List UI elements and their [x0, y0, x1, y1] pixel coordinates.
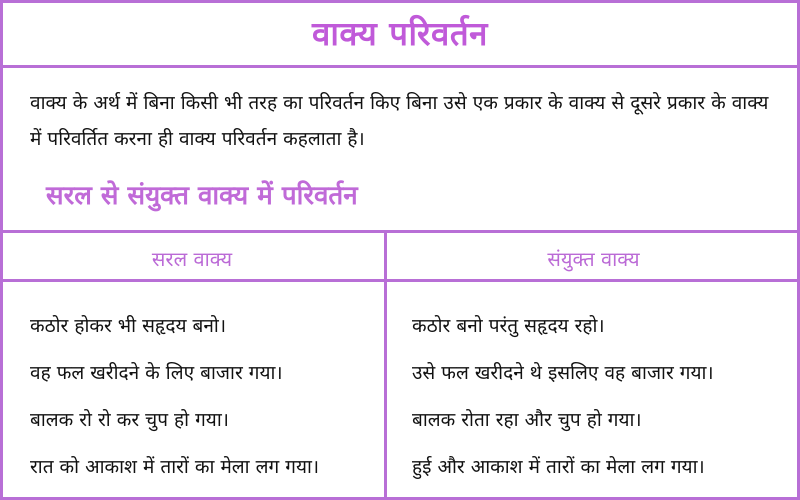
- table-top-divider: [0, 230, 800, 233]
- title-bar: [0, 0, 800, 68]
- page-title: वाक्य परिवर्तन: [312, 14, 488, 53]
- simple-sentence-row: बालक रो रो कर चुप हो गया।: [30, 409, 229, 431]
- compound-sentence-row: हुई और आकाश में तारों का मेला लग गया।: [412, 456, 705, 478]
- simple-sentence-row: वह फल खरीदने के लिए बाजार गया।: [30, 362, 283, 384]
- compound-sentence-row: कठोर बनो परंतु सहृदय रहो।: [412, 315, 605, 337]
- column-header-compound: संयुक्त वाक्य: [547, 246, 640, 271]
- simple-sentence-row: कठोर होकर भी सहृदय बनो।: [30, 315, 227, 337]
- definition-text: वाक्य के अर्थ में बिना किसी भी तरह का परिवर्तन किए बिना उसे एक प्रकार के वाक्य से दूसरे प्रकार के वाक्य में परिवर्तित करना ही वाक्य परिवर्तन कहलाता है।: [30, 92, 769, 150]
- compound-sentence-row: बालक रोता रहा और चुप हो गया।: [412, 409, 642, 431]
- section-heading: सरल से संयुक्त वाक्य में परिवर्तन: [46, 181, 358, 211]
- compound-sentence-row: उसे फल खरीदने थे इसलिए वह बाजार गया।: [412, 362, 714, 384]
- compound-sentence-list: [412, 303, 797, 491]
- simple-sentence-row: रात को आकाश में तारों का मेला लग गया।: [30, 456, 320, 478]
- column-header-simple: सरल वाक्य: [151, 246, 233, 271]
- simple-sentence-list: [30, 303, 380, 491]
